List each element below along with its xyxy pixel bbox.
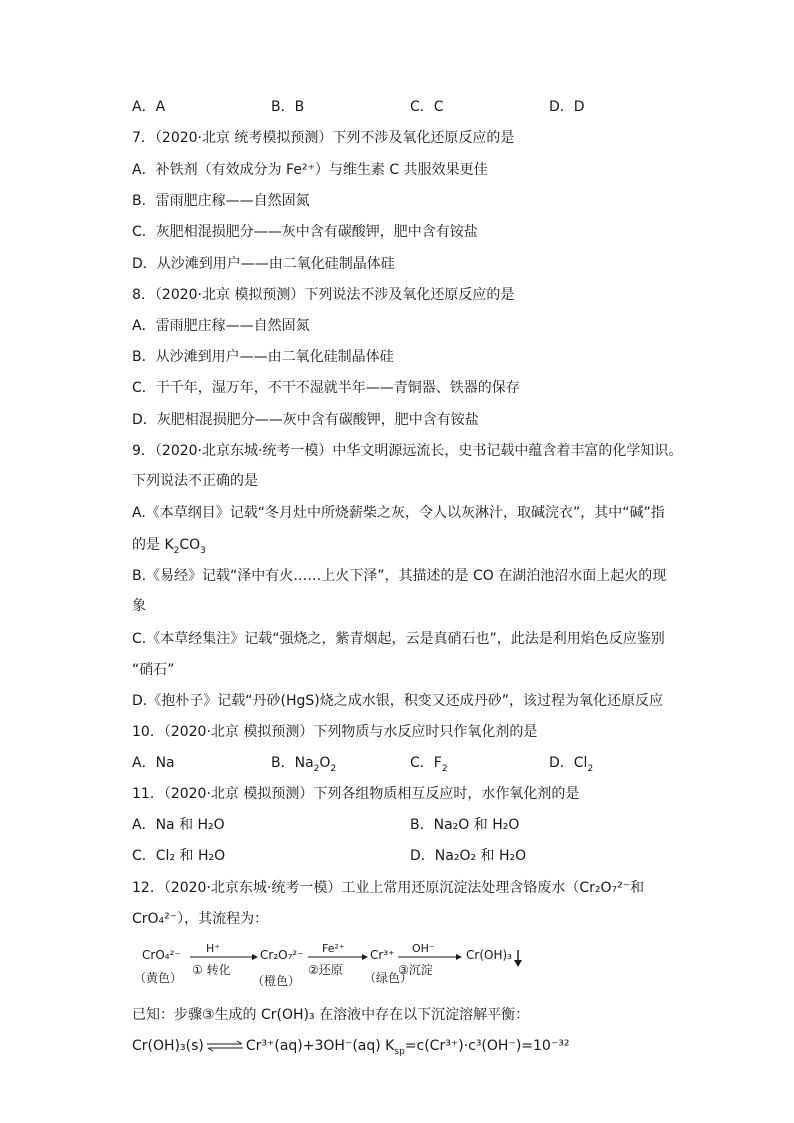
flow-step-1-label: ① 转化 — [192, 963, 231, 977]
precipitate-arrowhead-icon — [514, 960, 522, 967]
q9-option-b-line2: 象 — [132, 598, 146, 614]
q8-option-d: D．灰肥相混损肥分——灰中含有碳酸钾，肥中含有铵盐 — [132, 412, 479, 428]
q11-stem: 11．（2020·北京 模拟预测）下列各组物质相互反应时，水作氧化剂的是 — [132, 786, 580, 802]
flow-species-dichromate: Cr₂O₇²⁻ — [260, 948, 304, 962]
q7-option-a: A．补铁剂（有效成分为 Fe²⁺）与维生素 C 共服效果更佳 — [132, 162, 488, 178]
q9-option-d: D.《抱朴子》记载“丹砂(HgS)烧之成水银，积变又还成丹砂”，该过程为氧化还原反应 — [132, 693, 663, 709]
flow-color-green: （绿色） — [364, 971, 413, 985]
q8-option-c: C．干千年，湿万年，不干不湿就半年——青铜器、铁器的保存 — [132, 380, 520, 396]
q9-stem-line2: 下列说法不正确的是 — [132, 473, 258, 489]
q8-option-b: B．从沙滩到用户——由二氧化硅制晶体硅 — [132, 349, 394, 365]
q9-stem-line1: 9．（2020·北京东城·统考一模）中华文明源远流长，史书记载中蕴含着丰富的化学知识。 — [132, 443, 683, 459]
equilibrium-right: Cr³⁺(aq)+3OH⁻(aq) K — [245, 1038, 395, 1054]
flow-color-yellow: （黄色） — [134, 971, 183, 985]
q9-option-c-line1: C.《本草经集注》记载“强烧之，紫青烟起，云是真硝石也”，此法是利用焰色反应鉴别 — [132, 631, 665, 647]
q9-option-c-line2: “硝石” — [132, 662, 175, 678]
flow-species-cr-oh3: Cr(OH)₃ — [466, 948, 512, 962]
q12-stem-line2: CrO₄²⁻），其流程为： — [132, 911, 269, 927]
flow-reagent-fe2: Fe²⁺ — [322, 942, 345, 955]
flow-arrowhead-2 — [362, 954, 368, 960]
chromium-process-flow — [134, 938, 540, 994]
q6-option-a: A．A — [132, 99, 166, 115]
q11-option-c: C．Cl₂ 和 H₂O — [132, 848, 226, 864]
q7-option-c: C．灰肥相混损肥分——灰中含有碳酸钾，肥中含有铵盐 — [132, 224, 478, 240]
flow-step-2-label: ②还原 — [308, 963, 343, 977]
q11-option-b: B．Na₂O 和 H₂O — [410, 817, 520, 833]
q6-option-d: D．D — [549, 99, 585, 115]
q7-stem: 7．（2020·北京 统考模拟预测）下列不涉及氧化还原反应的是 — [132, 130, 515, 146]
q10-option-a: A．Na — [132, 755, 175, 771]
equilibrium-left: Cr(OH)₃(s) — [132, 1038, 204, 1054]
q8-stem: 8．（2020·北京 模拟预测）下列说法不涉及氧化还原反应的是 — [132, 287, 515, 303]
flow-species-chromate: CrO₄²⁻ — [142, 948, 181, 962]
ksp-expression: =c(Cr³⁺)·c³(OH⁻)=10⁻³² — [404, 1038, 570, 1054]
q10-option-d: D．$Cl_2$ — [549, 755, 594, 774]
flow-step-3-label: ③沉淀 — [398, 963, 433, 977]
q7-option-d: D．从沙滩到用户——由二氧化硅制晶体硅 — [132, 256, 395, 272]
equilibrium-arrows-icon — [205, 1040, 245, 1052]
flow-species-cr3: Cr³⁺ — [370, 948, 395, 962]
q6-option-b: B．B — [271, 99, 305, 115]
q9-option-a-line1: A.《本草纲目》记载“冬月灶中所烧薪柴之灰，令人以灰淋汁，取碱浣衣”，其中“碱”指 — [132, 505, 665, 521]
q6-option-c: C．C — [410, 99, 444, 115]
q10-option-c: C．$F_2$ — [410, 755, 448, 774]
flow-color-orange: （橙色） — [252, 974, 301, 988]
q12-equilibrium — [132, 1036, 569, 1056]
flow-reagent-oh: OH⁻ — [412, 942, 435, 955]
q10-stem: 10．（2020·北京 模拟预测）下列物质与水反应时只作氧化剂的是 — [132, 724, 538, 740]
q7-option-b: B．雷雨肥庄稼——自然固氮 — [132, 193, 310, 209]
q11-option-a: A．Na 和 H₂O — [132, 817, 225, 833]
q11-option-d: D．Na₂O₂ 和 H₂O — [410, 848, 527, 864]
q9-option-b-line1: B.《易经》记载“泽中有火……上火下泽”，其描述的是 CO 在湖泊池沼水面上起火的现 — [132, 568, 667, 584]
flow-arrowhead-1 — [252, 954, 258, 960]
ksp-subscript: sp — [394, 1046, 405, 1057]
flow-arrowhead-3 — [456, 954, 462, 960]
q8-option-a: A．雷雨肥庄稼——自然固氮 — [132, 318, 310, 334]
q12-stem-line1: 12．（2020·北京东城·统考一模）工业上常用还原沉淀法处理含铬废水（Cr₂O₇²⁻和 — [132, 880, 645, 896]
flow-diagram-svg — [134, 938, 540, 994]
flow-reagent-h-plus: H⁺ — [206, 942, 221, 955]
q9-option-a-line2: 的是 $K_2CO_3$ — [132, 537, 206, 556]
q10-option-b: B．$Na_2O_2$ — [271, 755, 337, 774]
q12-known: 已知：步骤③生成的 Cr(OH)₃ 在溶液中存在以下沉淀溶解平衡： — [132, 1007, 530, 1023]
